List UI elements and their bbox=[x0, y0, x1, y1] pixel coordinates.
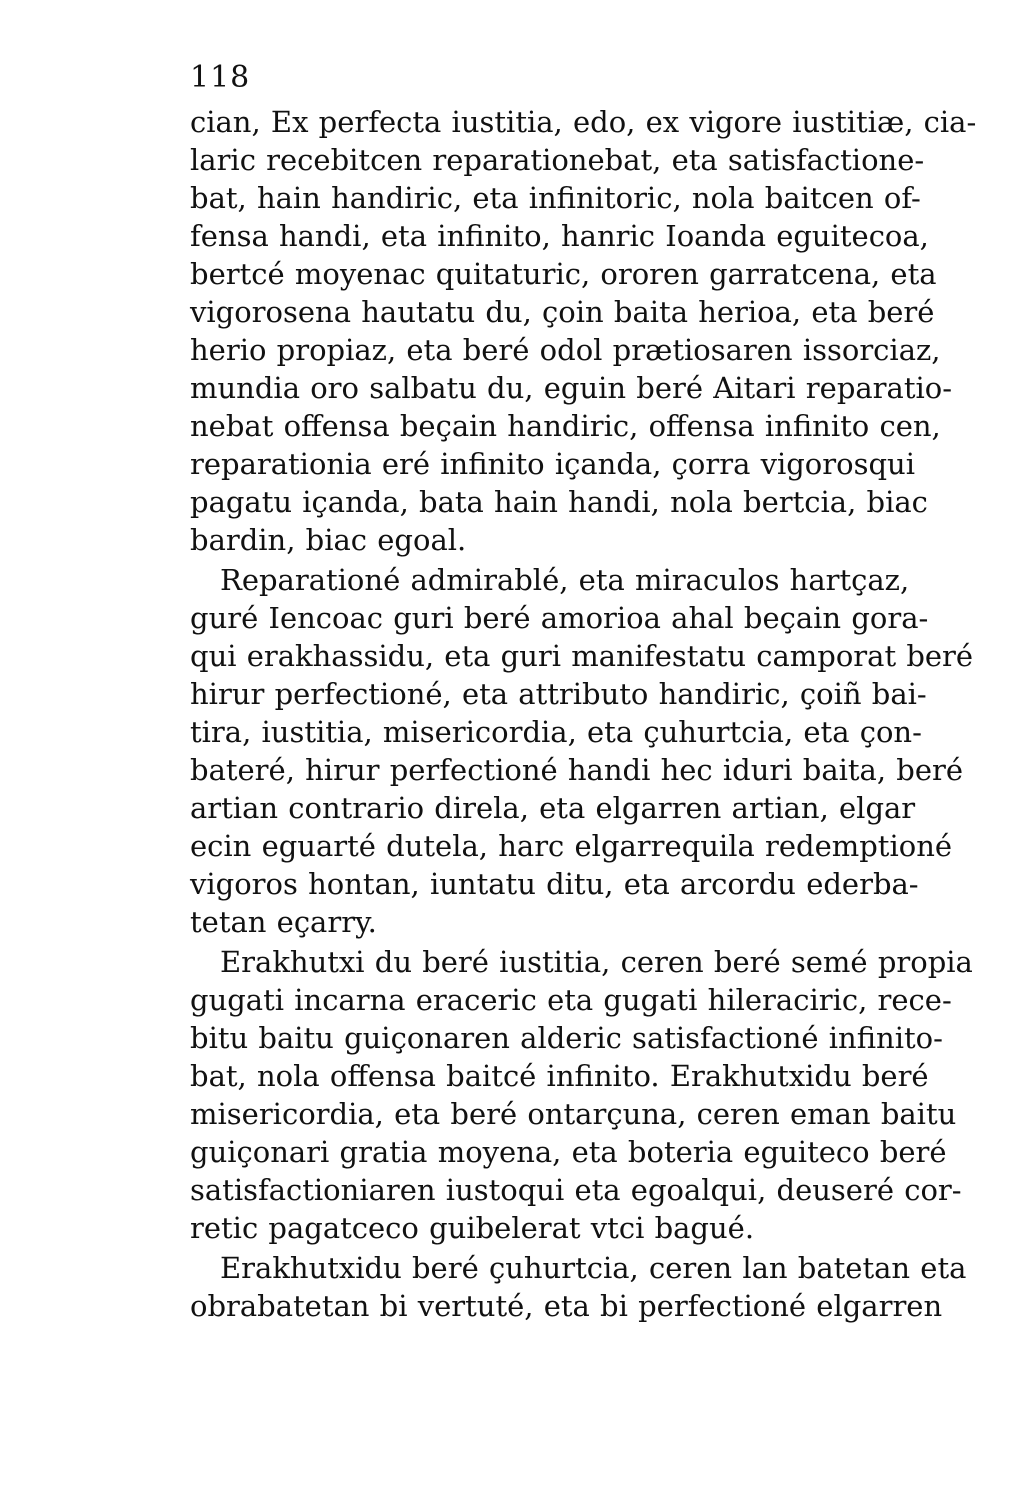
page-number: 118 bbox=[190, 60, 251, 95]
text-line: bardin, biac egoal. bbox=[190, 523, 467, 557]
text-line: pagatu içanda, bata hain handi, nola bertcia, biac bbox=[190, 485, 928, 519]
text-line: retic pagatceco guibelerat vtci bagué. bbox=[190, 1211, 755, 1245]
text-line: mundia oro salbatu du, eguin beré Aitari reparatio- bbox=[190, 371, 953, 405]
text-line: satisfactioniaren iustoqui eta egoalqui, deuseré cor- bbox=[190, 1173, 962, 1207]
text-line: qui erakhassidu, eta guri manifestatu camporat beré bbox=[190, 639, 974, 673]
text-line: ecin eguarté dutela, harc elgarrequila redemptioné bbox=[190, 829, 953, 863]
text-line: reparationia eré infinito içanda, çorra vigorosqui bbox=[190, 447, 915, 481]
text-line: guiçonari gratia moyena, eta boteria eguiteco beré bbox=[190, 1135, 947, 1169]
text-line: bat, nola offensa baitcé infinito. Erakhutxidu beré bbox=[190, 1059, 929, 1093]
paragraph-start-line: Erakhutxidu beré çuhurtcia, ceren lan batetan eta bbox=[220, 1251, 967, 1285]
text-line: vigorosena hautatu du, çoin baita herioa, eta beré bbox=[190, 295, 935, 329]
text-line: bertcé moyenac quitaturic, ororen garratcena, eta bbox=[190, 257, 937, 291]
text-line: bat, hain handiric, eta infinitoric, nola baitcen of- bbox=[190, 181, 921, 215]
text-line: herio propiaz, eta beré odol prætiosaren issorciaz, bbox=[190, 333, 941, 367]
text-line: guré Iencoac guri beré amorioa ahal beçain gora- bbox=[190, 601, 929, 635]
text-line: tira, iustitia, misericordia, eta çuhurtcia, eta çon- bbox=[190, 715, 922, 749]
text-line: fensa handi, eta infinito, hanric Ioanda eguitecoa, bbox=[190, 219, 929, 253]
text-line: gugati incarna eraceric eta gugati hileraciric, rece- bbox=[190, 983, 952, 1017]
text-line: laric recebitcen reparationebat, eta satisfactione- bbox=[190, 143, 925, 177]
paragraph-start-line: Reparationé admirablé, eta miraculos hartçaz, bbox=[220, 563, 910, 597]
text-line: bateré, hirur perfectioné handi hec iduri baita, beré bbox=[190, 753, 964, 787]
text-line: nebat offensa beçain handiric, offensa infinito cen, bbox=[190, 409, 941, 443]
text-line: hirur perfectioné, eta attributo handiric, çoiñ bai- bbox=[190, 677, 927, 711]
text-line: misericordia, eta beré ontarçuna, ceren eman baitu bbox=[190, 1097, 957, 1131]
text-line: cian, Ex perfecta iustitia, edo, ex vigore iustitiæ, cia- bbox=[190, 105, 977, 139]
text-line: tetan eçarry. bbox=[190, 905, 377, 939]
paragraph-start-line: Erakhutxi du beré iustitia, ceren beré semé propia bbox=[220, 945, 973, 979]
text-line: bitu baitu guiçonaren alderic satisfactioné infinito- bbox=[190, 1021, 943, 1055]
text-line: artian contrario direla, eta elgarren artian, elgar bbox=[190, 791, 916, 825]
text-line: obrabatetan bi vertuté, eta bi perfectioné elgarren bbox=[190, 1289, 943, 1323]
text-line: vigoros hontan, iuntatu ditu, eta arcordu ederba- bbox=[190, 867, 919, 901]
